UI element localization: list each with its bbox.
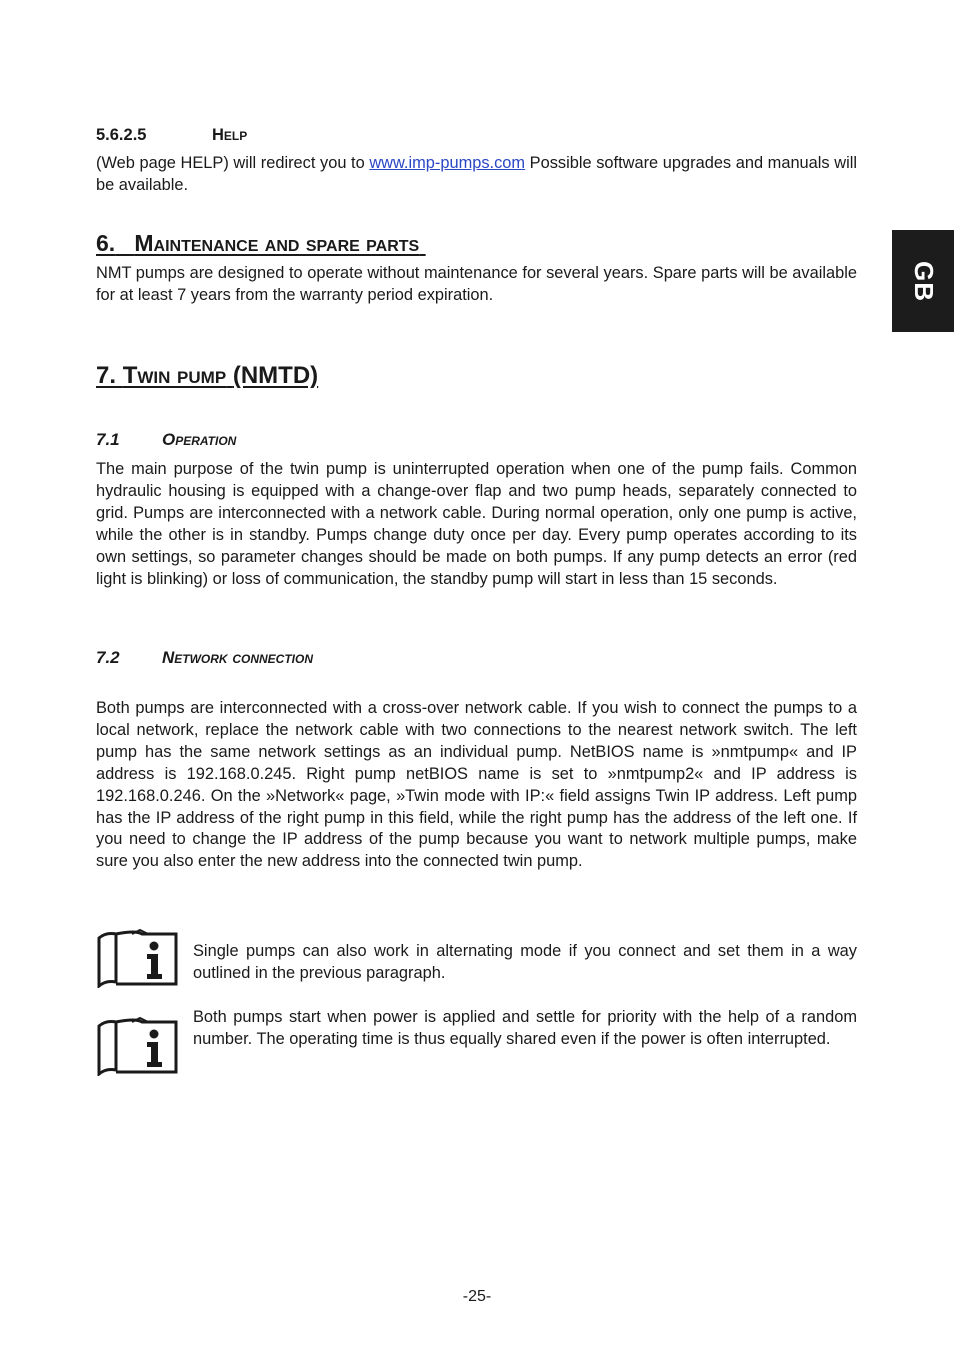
maintenance-heading (96, 230, 857, 257)
network-heading (96, 648, 857, 668)
network-heading-title: Network connection (162, 648, 313, 667)
operation-heading-number: 7.1 (96, 430, 120, 449)
maintenance-text: NMT pumps are designed to operate without maintenance for several years. Spare parts will be available for at least 7 years from the warranty period expiration. (96, 264, 857, 304)
info-note-text: Both pumps start when power is applied and settle for priority with the help of a random number. The operating time is thus equally shared even if the power is often interrupted. (193, 1008, 857, 1048)
operation-heading-title: Operation (162, 430, 237, 449)
operation-heading (96, 430, 857, 450)
network-text: Both pumps are interconnected with a cross-over network cable. If you wish to connect the pumps to a local network, replace the network cable with two connections to the nearest network switch. The left pump has the same network settings as an individual pump. NetBIOS name is »nmtpump« and IP address is 192.168.0.245. Right pump netBIOS name is set to »nmtpump2« and IP address is 192.168.0.246. On the »Network« page, »Twin mode with IP:« field assigns Twin IP address. Left pump has the IP address of the right pump in this field, while the right pump has the address of the left one. If you need to change the IP address of the pump because you want to network multiple pumps, make sure you also enter the new address into the connected twin pump. (96, 699, 857, 871)
info-book-icon (96, 1016, 180, 1076)
help-heading (96, 126, 857, 145)
maintenance-section (96, 230, 857, 307)
maintenance-heading-number: 6. (96, 230, 116, 256)
page-number: -25- (462, 1288, 492, 1305)
help-text: (Web page HELP) will redirect you to www.imp-pumps.com Possible software upgrades and manuals will be available. (96, 154, 857, 194)
language-tab-gb (892, 230, 954, 332)
twin-pump-heading-title: Twin pump (122, 362, 227, 389)
operation-section (96, 430, 857, 590)
maintenance-heading-title: Maintenance and spare parts (134, 230, 420, 256)
twin-pump-section (96, 362, 857, 390)
network-section (96, 648, 857, 873)
twin-pump-heading-number: 7. (96, 362, 117, 389)
operation-text: The main purpose of the twin pump is uninterrupted operation when one of the pump fails. Common hydraulic housing is equipped with a change-over flap and two pump heads, separately connected to grid. Pumps are interconnected with a network cable. During normal operation, only one pump is active, while the other is in standby. Pumps change duty once per day. Every pump operates according to its own settings, so parameter changes should be made on both pumps. If any pump detects an error (red light is blinking) or loss of communication, the standby pump will start in less than 15 seconds. (96, 460, 857, 588)
imp-pumps-link[interactable]: www.imp-pumps.com (369, 154, 526, 172)
info-note-text: Single pumps can also work in alternating mode if you connect and set them in a way outlined in the previous paragraph. (193, 942, 857, 982)
help-heading-number: 5.6.2.5 (96, 126, 147, 144)
twin-pump-heading (96, 362, 857, 390)
help-heading-title: Help (212, 126, 248, 144)
network-heading-number: 7.2 (96, 648, 120, 667)
language-tab-label: GB (908, 260, 939, 302)
info-book-icon (96, 928, 180, 988)
twin-pump-heading-model: (NMTD) (232, 362, 319, 389)
help-section (96, 126, 857, 197)
